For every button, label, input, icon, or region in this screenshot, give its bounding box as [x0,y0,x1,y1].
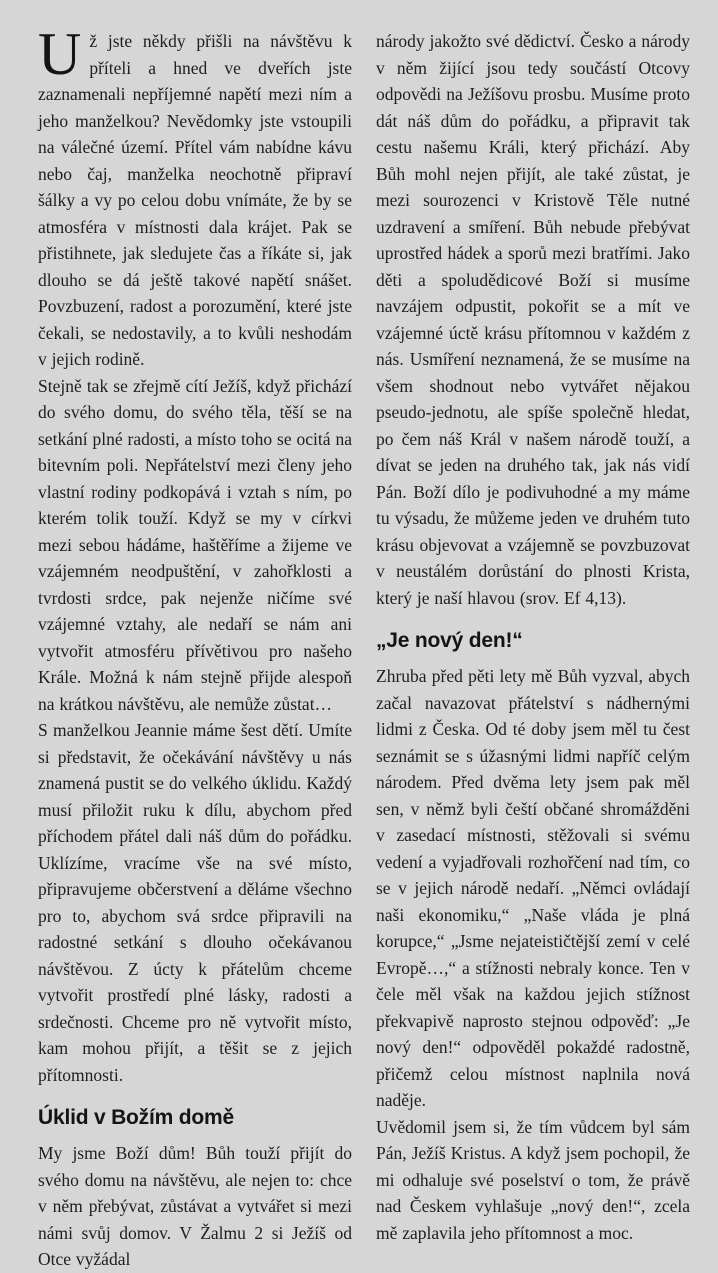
body-paragraph: My jsme Boží dům! Bůh touží přijít do svého domu na návštěvu, ale nejen to: chce v něm přebývat, zůstávat a vytvářet si mezi námi svůj domov. V Žalmu 2 si Ježíš od Otce vyžádal [38,1143,352,1269]
body-paragraph: Zhruba před pěti lety mě Bůh vyzval, abych začal navazovat přátelství s nádhernými lidmi z Česka. Od té doby jsem měl tu čest seznámit se s úžasnými lidmi napříč celým národem. Před dvěma lety jsem pak měl sen, v němž byli čeští občané shromážděni v zasedací místnosti, stěžovali si svému vedení a vyjadřovali rozhořčení nad tím, co se v jejich národě nedaří. „Němci ovládají naši ekonomiku,“ „Naše vláda je plná korupce,“ „Jsme nejateističtější zemí v celé Evropě…,“ a stížnosti nebraly konce. Ten v čele měl však na každou jejich stížnost překvapivě naprosto stejnou odpověď: „Je nový den!“ odpověděl pokaždé radostně, přičemž celou místnost naplnila nová naděje. [376,666,690,1110]
body-paragraph: S manželkou Jeannie máme šest dětí. Umíte si představit, že očekávání návštěvy u nás znamená pustit se do velkého úklidu. Každý musí přiložit ruku k dílu, abychom před příchodem přátel dali náš dům do pořádku. Uklízíme, vracíme vše na své místo, připravujeme občerstvení a děláme všechno pro to, abychom svá srdce připravili na radostné setkání s dlouho očekávanou návštěvou. Z úcty k přátelům chceme vytvořit prostředí plné lásky, radosti a srdečnosti. Chceme pro ně vytvořit místo, kam mohou přijít, a těšit se z jejich přítomnosti. [38,720,352,1085]
body-paragraph: Uvědomil jsem si, že tím vůdcem byl sám Pán, Ježíš Kristus. A když jsem pochopil, že mi odhaluje své poselství o tom, že právě nad Českem vyhlašuje „nový den!“, zcela mě zaplavila jeho přítomnost a moc. [376,1116,690,1243]
article-body [38,21,690,1273]
section-heading: „Je nový den!“ [376,629,523,652]
body-paragraph: Už jste někdy přišli na návštěvu k příteli a hned ve dveřích jste zaznamenali nepříjemné napětí mezi ním a jeho manželkou? Nevědomky jste vstoupili na válečné území. Přítel vám nabídne kávu nebo čaj, manželka neochotně připraví šálky a vy po celou dobu vnímáte, že by se atmosféra v místnosti dala krájet. Pak se přistihnete, jak sledujete čas a říkáte si, jak dlouho se dá ještě takové napětí snášet. Povzbuzení, radost a porozumění, které jste čekali, se nedostavily, a to kvůli neshodám v jejich rodině. [38,21,352,369]
text-column-right [376,28,690,1246]
body-paragraph: národy jakožto své dědictví. Česko a národy v něm žijící jsou tedy součástí Otcovy odpovědi na Ježíšovu prosbu. Musíme proto dát náš dům do pořádku, a připravit tak cestu našemu Králi, který přichází. Aby Bůh mohl nejen přijít, ale také zůstat, je mezi sourozenci v Kristově Těle nutné uzdravení a smíření. Bůh nebude přebývat uprostřed hádek a sporů mezi bratřími. Jako děti a spoludědicové Boží si musíme navzájem odpustit, pokořit se a mít ve vzájemné úctě krásu přítomnou v každém z nás. Usmíření neznamená, že se musíme na všem shodnout nebo vytvářet nějakou pseudo-jednotu, ale spíše společně hledat, po čem náš Král v našem národě touží, a dívat se jeden na druhého tak, jak nás vidí Pán. Boží dílo je podivuhodné a my máme tu výsadu, že můžeme jeden ve druhém tuto krásu objevovat a vzájemně se povzbuzovat v neustálém dorůstání do plnosti Krista, který je naší hlavou (srov. Ef 4,13). [376,31,690,608]
body-paragraph: Stejně tak se zřejmě cítí Ježíš, když přichází do svého domu, do svého těla, těší se na setkání plné radosti, a místo toho se ocitá na bitevním poli. Nepřátelství mezi členy jeho vlastní rodiny podkopává i vztah s ním, po kterém tolik touží. Když se my v církvi mezi sebou hádáme, haštěříme a žijeme ve vzájemném neodpuštění, v zahořklosti a tvrdosti srdce, pak nejenže ničíme své vzájemné vztahy, ale nedaří se nám ani vytvořit atmosféru přívětivou pro našeho Krále. Možná k nám stejně přijde alespoň na krátkou návštěvu, ale nemůže zůstat… [38,375,352,714]
section-heading: Úklid v Božím domě [38,1106,234,1129]
text-column-left [38,21,352,1273]
drop-cap: U [38,21,82,87]
